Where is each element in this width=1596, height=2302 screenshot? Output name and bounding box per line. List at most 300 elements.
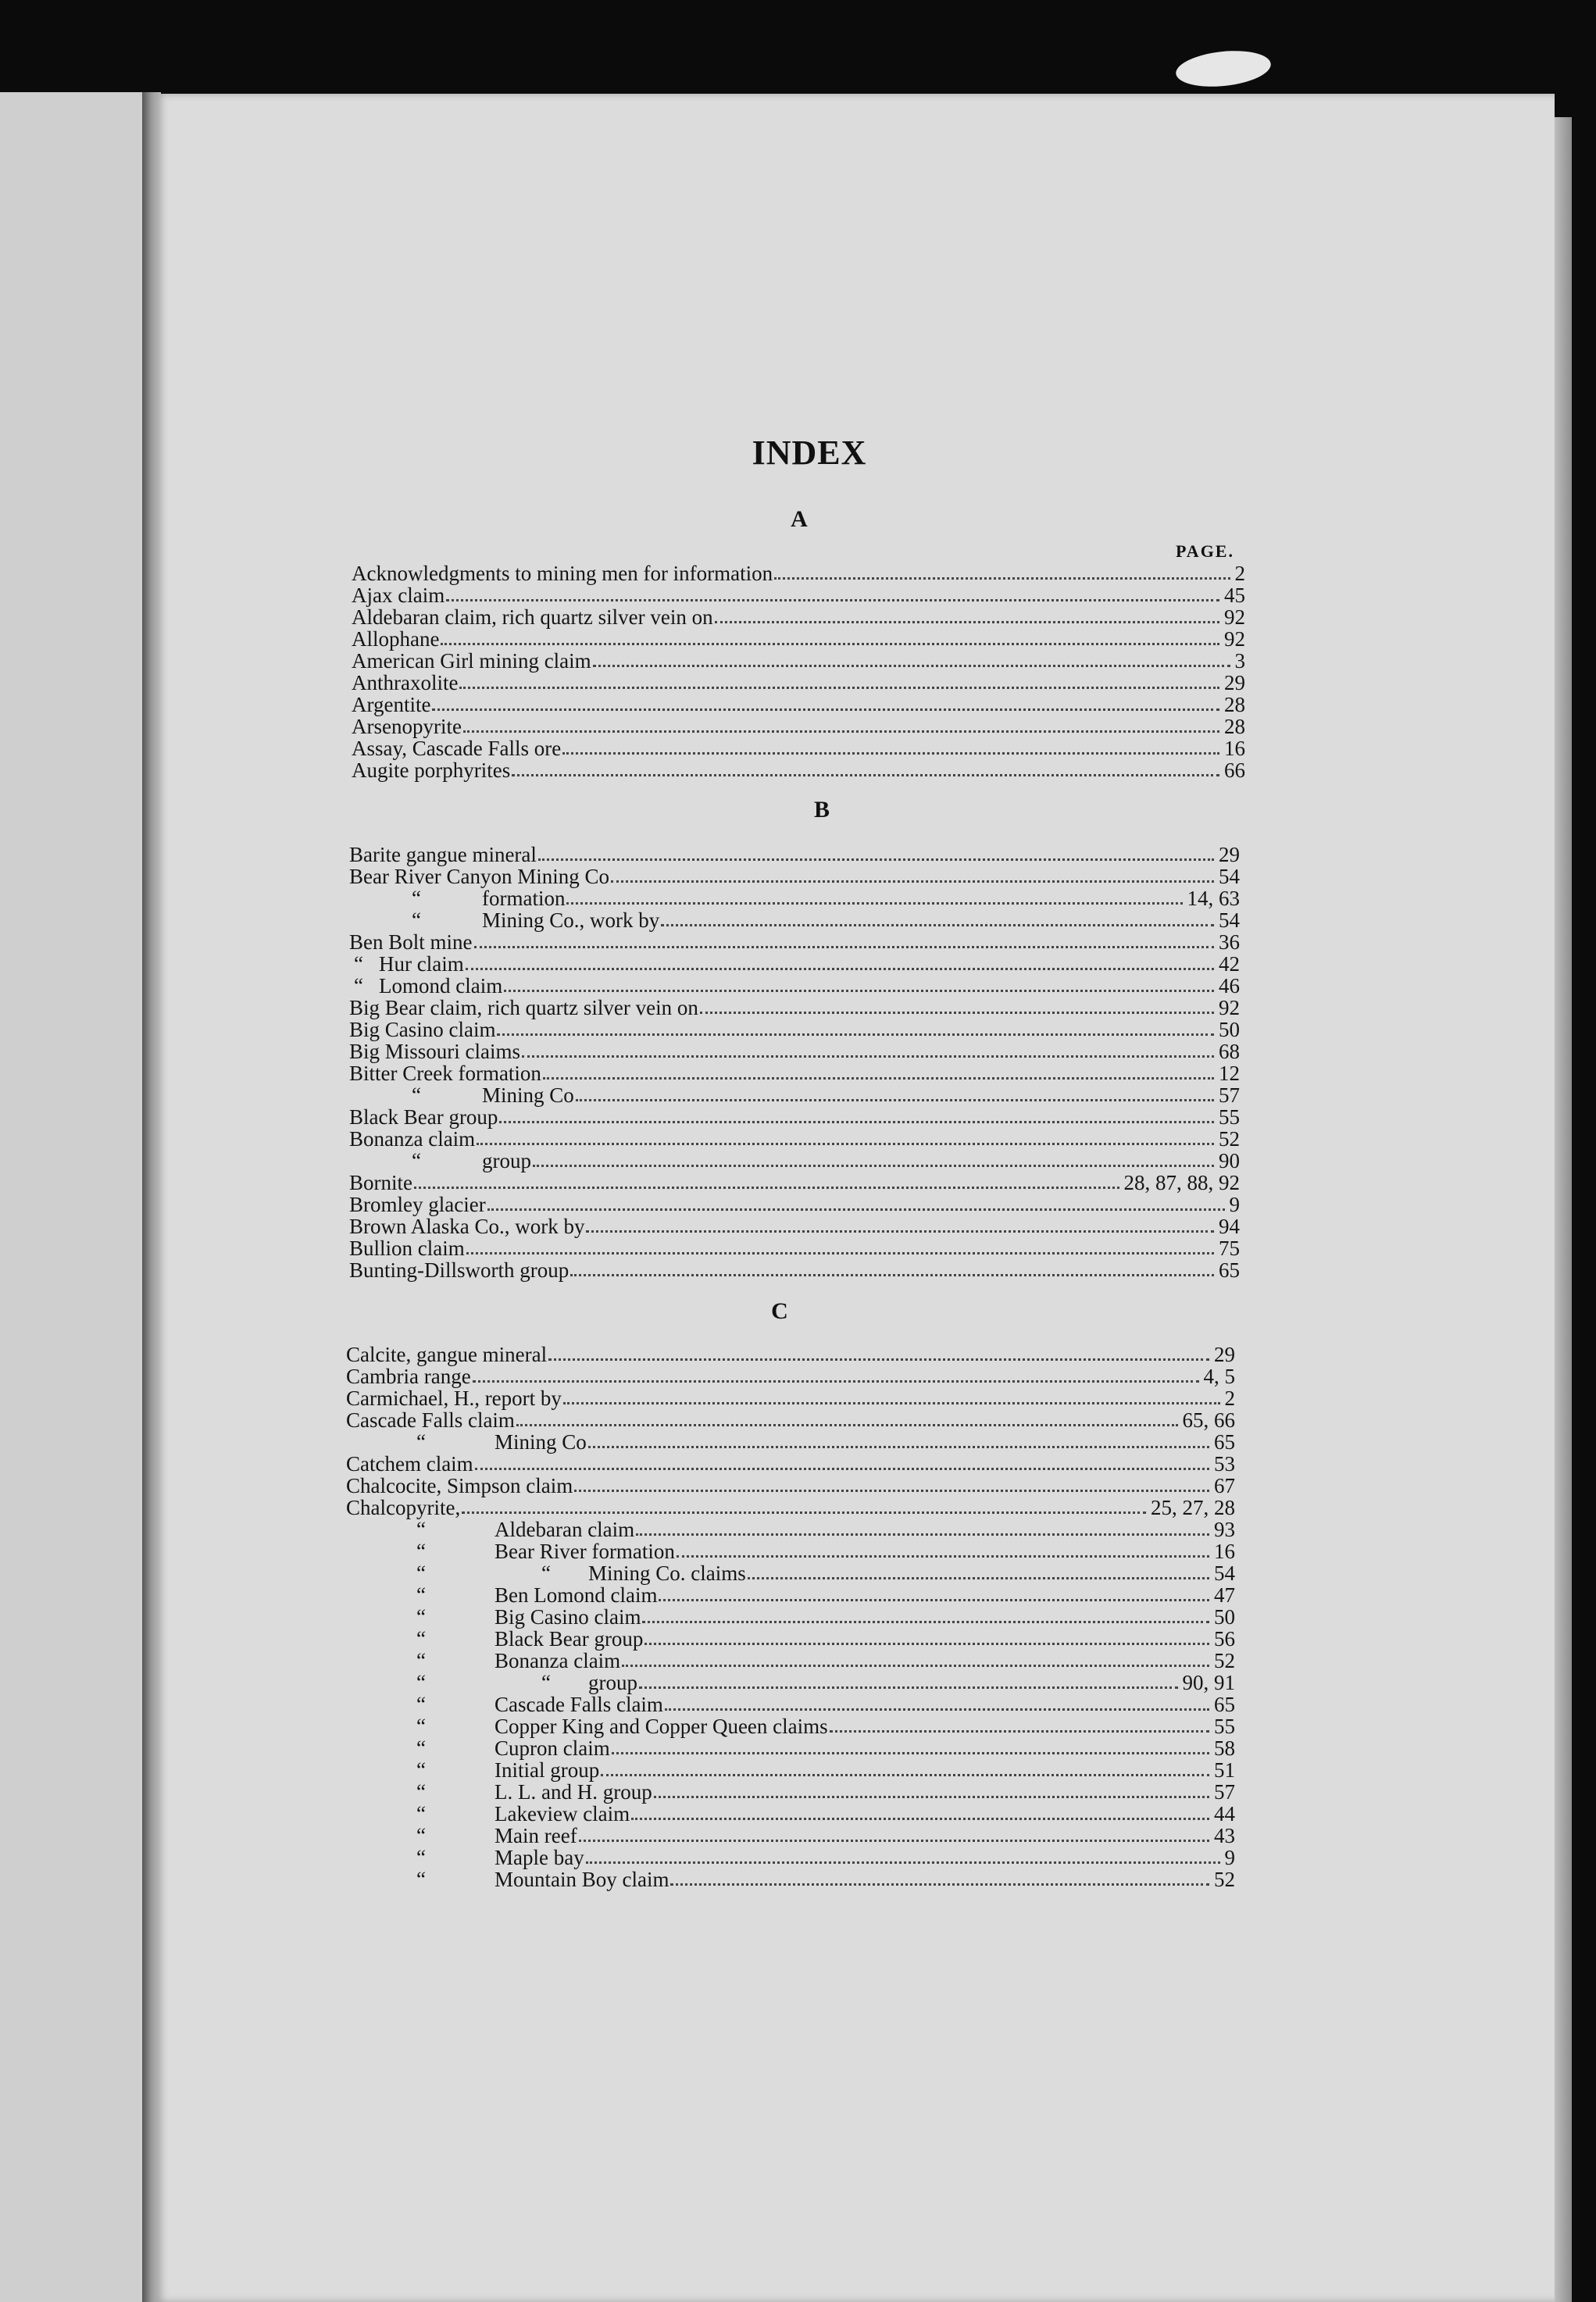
entry-page-numbers: 53 <box>1214 1452 1235 1476</box>
entry-label <box>346 1759 599 1781</box>
entry-label <box>349 1040 520 1062</box>
entry-text: Bonanza claim <box>349 1127 476 1151</box>
index-entry <box>346 1584 1235 1606</box>
entry-text: Mining Co. claims <box>588 1561 746 1585</box>
entry-text: American Girl mining claim <box>352 649 591 673</box>
entry-label <box>349 1172 412 1194</box>
entry-label <box>349 909 659 931</box>
leader-dots <box>548 1358 1209 1361</box>
index-entry <box>352 716 1245 737</box>
entry-text: Hur claim <box>379 952 464 976</box>
index-entry <box>346 1497 1235 1519</box>
entry-label <box>346 1584 657 1606</box>
leader-dots <box>576 1099 1214 1101</box>
entry-text: Ben Lomond claim <box>495 1583 658 1607</box>
entry-page-numbers: 54 <box>1214 1561 1235 1585</box>
entry-label <box>352 759 510 781</box>
leader-dots <box>639 1686 1178 1689</box>
ditto-mark: “ <box>416 1868 426 1891</box>
leader-dots <box>504 990 1214 992</box>
entry-label <box>349 844 537 865</box>
ditto-mark: “ <box>416 1736 426 1760</box>
leader-dots <box>522 1055 1214 1058</box>
ditto-mark: “ <box>354 952 363 976</box>
entry-text: Bonanza claim <box>495 1649 621 1672</box>
entry-text: Bear River Canyon Mining Co <box>349 865 609 888</box>
leader-dots <box>487 1208 1225 1211</box>
index-entry <box>346 1519 1235 1540</box>
entry-text: Big Bear claim, rich quartz silver vein on <box>349 996 698 1019</box>
leader-dots <box>636 1533 1209 1536</box>
index-entry <box>346 1737 1235 1759</box>
entry-text: Chalcopyrite, <box>346 1496 461 1519</box>
entry-text: Bullion claim <box>349 1237 465 1260</box>
entry-label <box>346 1475 573 1497</box>
leader-dots <box>631 1818 1209 1820</box>
entry-page-numbers: 3 <box>1234 649 1245 673</box>
entry-text: Barite gangue mineral <box>349 843 537 866</box>
entry-text: Main reef <box>495 1824 577 1847</box>
entry-text: Lomond claim <box>379 974 503 998</box>
entry-label <box>346 1497 460 1519</box>
entry-label <box>346 1847 584 1868</box>
entry-text: Allophane <box>352 627 440 651</box>
entry-text: formation <box>482 887 566 910</box>
entry-page-numbers: 50 <box>1219 1018 1240 1041</box>
entry-page-numbers: 65 <box>1219 1258 1240 1282</box>
entry-page-numbers: 57 <box>1214 1780 1235 1804</box>
index-entry <box>349 909 1240 931</box>
entry-text: Ben Bolt mine <box>349 930 473 954</box>
entry-page-numbers: 52 <box>1214 1868 1235 1891</box>
entry-label <box>352 650 591 672</box>
entry-page-numbers: 16 <box>1224 737 1245 760</box>
entry-label <box>352 672 458 694</box>
index-entry <box>349 1084 1240 1106</box>
leader-dots <box>715 621 1219 623</box>
entry-page-numbers: 9 <box>1224 1846 1235 1869</box>
entry-text: Mining Co <box>495 1430 587 1454</box>
leader-dots <box>566 902 1182 905</box>
entry-page-numbers: 68 <box>1219 1040 1240 1063</box>
leader-dots <box>588 1446 1209 1448</box>
index-section-b <box>349 844 1240 1281</box>
entry-label <box>346 1344 547 1365</box>
ditto-mark: “ <box>416 1649 426 1672</box>
entry-label <box>346 1693 663 1715</box>
entry-label <box>346 1737 610 1759</box>
index-entry <box>346 1606 1235 1628</box>
entry-label <box>349 975 502 997</box>
entry-text: Chalcocite, Simpson claim <box>346 1474 573 1497</box>
entry-label <box>352 606 713 628</box>
entry-label <box>349 931 473 953</box>
index-entry <box>349 1106 1240 1128</box>
index-entry <box>352 584 1245 606</box>
entry-label <box>349 865 609 887</box>
index-entry <box>349 1237 1240 1259</box>
entry-label <box>346 1562 746 1584</box>
index-entry <box>349 1215 1240 1237</box>
entry-text: Brown Alaska Co., work by <box>349 1215 585 1238</box>
entry-text: Arsenopyrite <box>352 715 462 738</box>
entry-text: Copper King and Copper Queen claims <box>495 1715 828 1738</box>
index-entry <box>349 1150 1240 1172</box>
ditto-mark: “ <box>416 1627 426 1651</box>
index-entry <box>349 1040 1240 1062</box>
entry-page-numbers: 75 <box>1219 1237 1240 1260</box>
index-entry <box>352 672 1245 694</box>
index-entry <box>349 1019 1240 1040</box>
entry-page-numbers: 56 <box>1214 1627 1235 1651</box>
ditto-mark: “ <box>412 908 421 932</box>
entry-page-numbers: 52 <box>1219 1127 1240 1151</box>
leader-dots <box>748 1577 1209 1579</box>
entry-label <box>346 1715 828 1737</box>
ditto-mark: “ <box>416 1430 426 1454</box>
leader-dots <box>611 880 1214 883</box>
entry-page-numbers: 28 <box>1224 693 1245 716</box>
entry-label <box>349 997 698 1019</box>
entry-label <box>349 1084 574 1106</box>
entry-label <box>349 1194 486 1215</box>
index-entry <box>352 606 1245 628</box>
entry-page-numbers: 55 <box>1214 1715 1235 1738</box>
index-entry <box>346 1650 1235 1672</box>
leader-dots <box>473 1380 1199 1383</box>
entry-text: Lakeview claim <box>495 1802 630 1826</box>
leader-dots <box>466 1252 1214 1255</box>
entry-text: Acknowledgments to mining men for information <box>352 562 773 585</box>
ditto-mark: “ <box>412 1149 421 1172</box>
leader-dots <box>586 1861 1220 1864</box>
page-edge-right <box>1555 117 1572 2302</box>
entry-page-numbers: 43 <box>1214 1824 1235 1847</box>
entry-label <box>346 1781 652 1803</box>
index-entry <box>346 1847 1235 1868</box>
ditto-mark: “ <box>541 1561 551 1585</box>
entry-label <box>349 953 464 975</box>
index-entry <box>346 1868 1235 1890</box>
entry-text: Cambria range <box>346 1365 471 1388</box>
entry-label <box>352 737 561 759</box>
index-entry <box>352 737 1245 759</box>
leader-dots <box>654 1796 1209 1798</box>
entry-page-numbers: 14, 63 <box>1187 887 1240 910</box>
entry-page-numbers: 36 <box>1219 930 1240 954</box>
leader-dots <box>441 643 1219 645</box>
entry-page-numbers: 51 <box>1214 1758 1235 1782</box>
entry-label <box>346 1453 473 1475</box>
entry-text: Bunting-Dillsworth group <box>349 1258 569 1282</box>
entry-page-numbers: 46 <box>1219 974 1240 998</box>
entry-text: Assay, Cascade Falls ore <box>352 737 562 760</box>
entry-label <box>349 1215 584 1237</box>
ditto-mark: “ <box>416 1824 426 1847</box>
ditto-mark: “ <box>416 1540 426 1563</box>
entry-page-numbers: 28, 87, 88, 92 <box>1123 1171 1240 1194</box>
leader-dots <box>670 1883 1209 1886</box>
entry-page-numbers: 42 <box>1219 952 1240 976</box>
index-entry <box>346 1431 1235 1453</box>
entry-page-numbers: 65 <box>1214 1693 1235 1716</box>
left-page-edge <box>0 92 158 2302</box>
index-entry <box>352 694 1245 716</box>
index-entry <box>346 1825 1235 1847</box>
index-entry <box>349 887 1240 909</box>
entry-text: L. L. and H. group <box>495 1780 652 1804</box>
leader-dots <box>644 1643 1209 1645</box>
entry-text: Augite porphyrites <box>352 758 511 782</box>
entry-page-numbers: 44 <box>1214 1802 1235 1826</box>
leader-dots <box>446 599 1219 601</box>
entry-label <box>352 716 462 737</box>
entry-text: Cascade Falls claim <box>495 1693 663 1716</box>
section-letter-a: A <box>791 506 808 532</box>
entry-label <box>349 887 565 909</box>
leader-dots <box>593 665 1230 667</box>
entry-page-numbers: 55 <box>1219 1105 1240 1129</box>
index-entry <box>346 1453 1235 1475</box>
index-entry <box>349 953 1240 975</box>
entry-label <box>346 1431 587 1453</box>
section-letter-c: C <box>771 1298 788 1324</box>
leader-dots <box>463 730 1219 733</box>
entry-text: Carmichael, H., report by <box>346 1387 562 1410</box>
entry-label <box>349 1106 498 1128</box>
entry-text: Bornite <box>349 1171 412 1194</box>
leader-dots <box>462 1511 1146 1514</box>
entry-page-numbers: 92 <box>1219 996 1240 1019</box>
leader-dots <box>574 1490 1209 1492</box>
entry-label <box>349 1237 465 1259</box>
index-entry <box>346 1693 1235 1715</box>
page-title: INDEX <box>752 434 867 472</box>
leader-dots <box>562 752 1219 755</box>
entry-label <box>352 694 430 716</box>
entry-text: Big Casino claim <box>349 1018 496 1041</box>
index-entry <box>346 1387 1235 1409</box>
entry-label <box>346 1519 634 1540</box>
index-entry <box>346 1344 1235 1365</box>
entry-page-numbers: 58 <box>1214 1736 1235 1760</box>
index-entry <box>349 997 1240 1019</box>
ditto-mark: “ <box>416 1583 426 1607</box>
leader-dots <box>512 774 1219 776</box>
index-entry <box>352 650 1245 672</box>
entry-text: Bear River formation <box>495 1540 675 1563</box>
ditto-mark: “ <box>416 1518 426 1541</box>
entry-page-numbers: 66 <box>1224 758 1245 782</box>
leader-dots <box>622 1665 1209 1667</box>
page-column-heading: PAGE. <box>1176 541 1234 561</box>
leader-dots <box>563 1402 1220 1404</box>
entry-text: Cascade Falls claim <box>346 1408 515 1432</box>
leader-dots <box>497 1033 1214 1036</box>
ditto-mark: “ <box>416 1802 426 1826</box>
entry-label <box>346 1650 620 1672</box>
leader-dots <box>432 708 1219 711</box>
index-entry <box>346 1540 1235 1562</box>
ditto-mark: “ <box>416 1693 426 1716</box>
index-entry <box>346 1803 1235 1825</box>
entry-label <box>346 1628 643 1650</box>
entry-text: Maple bay <box>495 1846 584 1869</box>
leader-dots <box>466 968 1214 970</box>
index-entry <box>349 1194 1240 1215</box>
entry-page-numbers: 29 <box>1224 671 1245 694</box>
index-entry <box>346 1715 1235 1737</box>
entry-text: Aldebaran claim, rich quartz silver vein on <box>352 605 713 629</box>
index-entry <box>346 1562 1235 1584</box>
entry-label <box>349 1150 531 1172</box>
ditto-mark: “ <box>416 1671 426 1694</box>
entry-text: Big Casino claim <box>495 1605 641 1629</box>
entry-page-numbers: 29 <box>1219 843 1240 866</box>
entry-label <box>346 1365 471 1387</box>
leader-dots <box>612 1752 1209 1754</box>
leader-dots <box>586 1230 1214 1233</box>
entry-text: Calcite, gangue mineral <box>346 1343 548 1366</box>
index-section-c <box>346 1344 1235 1890</box>
index-entry <box>346 1365 1235 1387</box>
index-entry <box>346 1781 1235 1803</box>
entry-page-numbers: 2 <box>1234 562 1245 585</box>
leader-dots <box>475 1468 1209 1470</box>
ditto-mark: “ <box>412 1083 421 1107</box>
leader-dots <box>830 1730 1209 1733</box>
entry-label <box>346 1803 630 1825</box>
section-letter-b: B <box>813 797 830 823</box>
index-entry <box>346 1628 1235 1650</box>
entry-label <box>346 1825 577 1847</box>
index-entry <box>349 1062 1240 1084</box>
entry-page-numbers: 54 <box>1219 908 1240 932</box>
entry-label <box>349 1019 495 1040</box>
entry-page-numbers: 90, 91 <box>1182 1671 1235 1694</box>
leader-dots <box>665 1708 1209 1711</box>
leader-dots <box>414 1187 1119 1189</box>
entry-label <box>346 1387 562 1409</box>
entry-label <box>349 1062 541 1084</box>
entry-label <box>346 1540 675 1562</box>
entry-page-numbers: 50 <box>1214 1605 1235 1629</box>
leader-dots <box>477 1143 1214 1145</box>
entry-page-numbers: 93 <box>1214 1518 1235 1541</box>
leader-dots <box>499 1121 1214 1123</box>
entry-text: Mountain Boy claim <box>495 1868 669 1891</box>
ditto-mark: “ <box>416 1780 426 1804</box>
entry-page-numbers: 57 <box>1219 1083 1240 1107</box>
entry-text: Anthraxolite <box>352 671 459 694</box>
entry-label <box>346 1409 515 1431</box>
index-entry <box>352 562 1245 584</box>
index-section-a <box>352 562 1245 781</box>
entry-label <box>352 584 445 606</box>
entry-text: Mining Co <box>482 1083 574 1107</box>
index-entry <box>349 975 1240 997</box>
leader-dots <box>642 1621 1209 1623</box>
entry-page-numbers: 67 <box>1214 1474 1235 1497</box>
ditto-mark: “ <box>416 1715 426 1738</box>
entry-page-numbers: 16 <box>1214 1540 1235 1563</box>
leader-dots <box>661 924 1214 926</box>
leader-dots <box>677 1555 1209 1558</box>
leader-dots <box>659 1599 1209 1601</box>
leader-dots <box>570 1274 1214 1276</box>
entry-text: Bitter Creek formation <box>349 1062 541 1085</box>
entry-text: group <box>482 1149 531 1172</box>
entry-page-numbers: 4, 5 <box>1203 1365 1235 1388</box>
leader-dots <box>516 1424 1178 1426</box>
entry-text: Aldebaran claim <box>495 1518 635 1541</box>
leader-dots <box>579 1840 1209 1842</box>
ditto-mark: “ <box>412 887 421 910</box>
index-entry <box>349 1128 1240 1150</box>
entry-page-numbers: 65 <box>1214 1430 1235 1454</box>
index-entry <box>349 1259 1240 1281</box>
index-entry <box>349 865 1240 887</box>
entry-page-numbers: 47 <box>1214 1583 1235 1607</box>
entry-page-numbers: 12 <box>1219 1062 1240 1085</box>
index-entry <box>346 1672 1235 1693</box>
index-entry <box>349 844 1240 865</box>
leader-dots <box>774 577 1230 580</box>
index-entry <box>352 759 1245 781</box>
entry-text: Argentite <box>352 693 431 716</box>
entry-page-numbers: 92 <box>1224 627 1245 651</box>
entry-label <box>352 628 439 650</box>
entry-text: Cupron claim <box>495 1736 610 1760</box>
ditto-mark: “ <box>416 1561 426 1585</box>
entry-label <box>346 1672 637 1693</box>
entry-page-numbers: 92 <box>1224 605 1245 629</box>
entry-label <box>346 1868 669 1890</box>
entry-page-numbers: 94 <box>1219 1215 1240 1238</box>
ditto-mark: “ <box>416 1605 426 1629</box>
ditto-mark: “ <box>541 1671 551 1694</box>
entry-page-numbers: 54 <box>1219 865 1240 888</box>
leader-dots <box>601 1774 1209 1776</box>
leader-dots <box>538 858 1214 861</box>
entry-page-numbers: 9 <box>1229 1193 1240 1216</box>
entry-label <box>349 1128 475 1150</box>
entry-text: Catchem claim <box>346 1452 473 1476</box>
entry-page-numbers: 65, 66 <box>1182 1408 1235 1432</box>
entry-page-numbers: 52 <box>1214 1649 1235 1672</box>
entry-text: Bromley glacier <box>349 1193 486 1216</box>
entry-text: Mining Co., work by <box>482 908 660 932</box>
index-entry <box>352 628 1245 650</box>
index-entry <box>346 1475 1235 1497</box>
index-entry <box>349 931 1240 953</box>
leader-dots <box>474 946 1215 948</box>
index-entry <box>346 1759 1235 1781</box>
entry-page-numbers: 45 <box>1224 584 1245 607</box>
leader-dots <box>543 1077 1214 1080</box>
entry-page-numbers: 90 <box>1219 1149 1240 1172</box>
index-entry <box>346 1409 1235 1431</box>
entry-page-numbers: 28 <box>1224 715 1245 738</box>
entry-label <box>352 562 773 584</box>
entry-text: Ajax claim <box>352 584 445 607</box>
scan-blemish <box>1174 47 1273 91</box>
entry-text: Black Bear group <box>495 1627 644 1651</box>
leader-dots <box>459 687 1219 689</box>
entry-page-numbers: 25, 27, 28 <box>1151 1496 1235 1519</box>
leader-dots <box>533 1165 1214 1167</box>
entry-text: Black Bear group <box>349 1105 498 1129</box>
